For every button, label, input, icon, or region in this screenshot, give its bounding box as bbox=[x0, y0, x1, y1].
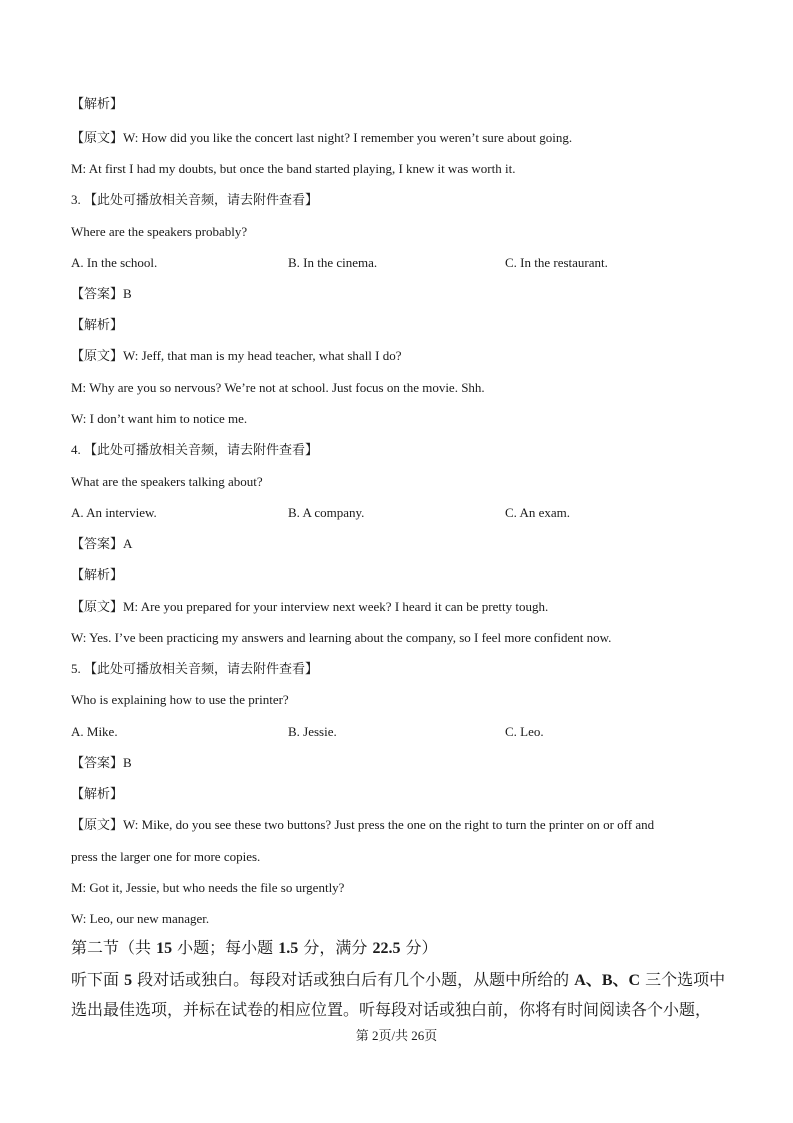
transcript-line: 【原文】W: How did you like the concert last night? I remember you weren’t sure about going. bbox=[71, 130, 573, 145]
question-3-answer: 【答案】B bbox=[71, 286, 132, 301]
question-5-option-a: A. Mike. bbox=[71, 724, 118, 739]
question-4-text: What are the speakers talking about? bbox=[71, 474, 263, 489]
transcript-line: 【原文】W: Mike, do you see these two buttons? Just press the one on the right to turn the printer on or off and bbox=[71, 817, 655, 832]
transcript-line: W: Leo, our new manager. bbox=[71, 911, 210, 926]
question-5-text: Who is explaining how to use the printer? bbox=[71, 692, 289, 707]
question-5-option-c: C. Leo. bbox=[505, 724, 544, 739]
question-5-analysis: 【解析】 bbox=[71, 786, 124, 801]
transcript-line: press the larger one for more copies. bbox=[71, 849, 261, 864]
page-footer: 第 2页/共 26页 bbox=[355, 1028, 438, 1043]
question-4-analysis: 【解析】 bbox=[71, 567, 124, 582]
question-3-heading: 3. 【此处可播放相关音频，请去附件查看】 bbox=[71, 192, 319, 207]
transcript-line: W: I don’t want him to notice me. bbox=[71, 411, 248, 426]
question-5-answer: 【答案】B bbox=[71, 755, 132, 770]
question-4-option-c: C. An exam. bbox=[505, 505, 570, 520]
section-instructions-line-2: 选出最佳选项，并标在试卷的相应位置。听每段对话或独白前，你将有时间阅读各个小题， bbox=[71, 1000, 712, 1019]
question-4-answer: 【答案】A bbox=[71, 536, 133, 551]
question-3-analysis: 【解析】 bbox=[71, 317, 124, 332]
transcript-line: M: Got it, Jessie, but who needs the file so urgently? bbox=[71, 880, 345, 895]
question-4-option-a: A. An interview. bbox=[71, 505, 157, 520]
section-title: 第二节（共 15 小题；每小题 1.5 分，满分 22.5 分） bbox=[71, 938, 438, 957]
transcript-line: 【原文】W: Jeff, that man is my head teacher, what shall I do? bbox=[71, 348, 402, 363]
transcript-line: M: At first I had my doubts, but once the band started playing, I knew it was worth it. bbox=[71, 161, 516, 176]
transcript-line: W: Yes. I’ve been practicing my answers and learning about the company, so I feel more confident now. bbox=[71, 630, 612, 645]
question-3-option-c: C. In the restaurant. bbox=[505, 255, 608, 270]
question-3-option-a: A. In the school. bbox=[71, 255, 158, 270]
question-5-heading: 5. 【此处可播放相关音频，请去附件查看】 bbox=[71, 661, 319, 676]
question-4-heading: 4. 【此处可播放相关音频，请去附件查看】 bbox=[71, 442, 319, 457]
question-5-option-b: B. Jessie. bbox=[288, 724, 337, 739]
analysis-label: 【解析】 bbox=[71, 96, 124, 111]
section-instructions-line-1: 听下面 5 段对话或独白。每段对话或独白后有几个小题，从题中所给的 A、B、C 三个选项中 bbox=[71, 970, 726, 989]
transcript-line: M: Why are you so nervous? We’re not at school. Just focus on the movie. Shh. bbox=[71, 380, 485, 395]
question-4-option-b: B. A company. bbox=[288, 505, 365, 520]
question-3-option-b: B. In the cinema. bbox=[288, 255, 378, 270]
question-3-text: Where are the speakers probably? bbox=[71, 224, 248, 239]
transcript-line: 【原文】M: Are you prepared for your interview next week? I heard it can be pretty tough. bbox=[71, 599, 549, 614]
